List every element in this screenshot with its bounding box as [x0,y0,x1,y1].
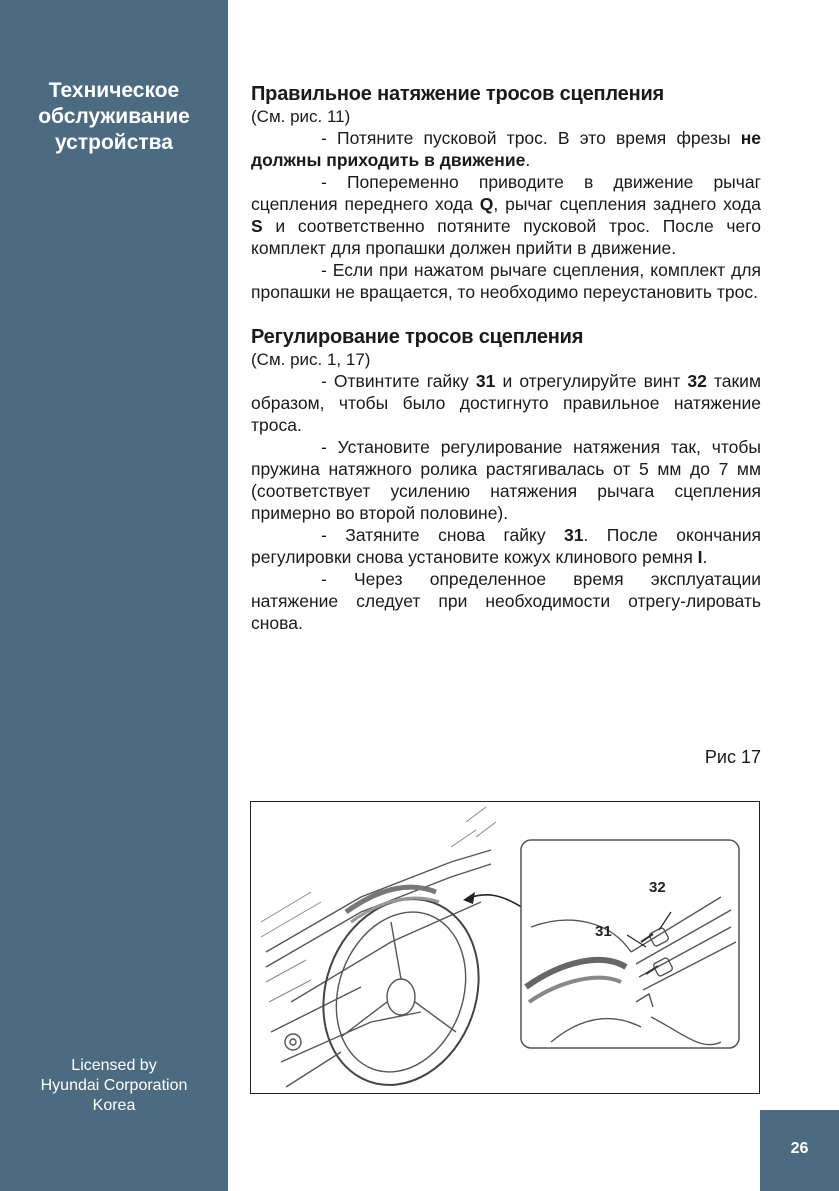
license-line: Korea [92,1097,136,1114]
page-number: 26 [790,1140,809,1157]
paragraph: - Попеременно приводите в движение рычаг сцепления переднего хода Q, рычаг сцепления заднего хода S и соответственно потяните пусковой трос. После чего комплект для пропашки должен прийти в движение. [251,172,761,258]
paragraph: - Через определенное время эксплуатации натяжение следует при необходимости отрегу-лировать снова. [251,569,761,633]
section-title-line: обслуживание [38,105,190,128]
license-line: Hyundai Corporation [40,1077,188,1094]
paragraph: - Установите регулирование натяжения так, чтобы пружина натяжного ролика растягивалась от 5 мм до 7 мм (соответствует усилению натяжения рычага сцепления примерно во второй половине). [251,437,761,523]
license-note [0,1056,228,1116]
paragraph: - Затяните снова гайку 31. После окончания регулировки снова установите кожух клинового ремня I. [251,525,761,567]
figure-caption: Рис 17 [704,747,761,767]
figure-17 [250,801,760,1094]
paragraph: - Потяните пусковой трос. В это время фрезы не должны приходить в движение. [251,128,761,170]
heading-cable-adjustment: Регулирование тросов сцепления [251,326,584,348]
clutch-cable-illustration [251,802,759,1093]
section-title-line: устройства [55,131,173,154]
main-content [251,82,761,634]
figure-reference: (См. рис. 11) [251,107,351,126]
heading-cable-tension: Правильное натяжение тросов сцепления [251,83,665,105]
label-nut-31: 31 [595,923,612,940]
paragraph: - Отвинтите гайку 31 и отрегулируйте винт 32 таким образом, чтобы было достигнуто правильное натяжение троса. [251,371,761,435]
label-screw-32: 32 [649,879,666,896]
figure-reference: (См. рис. 1, 17) [251,350,371,369]
section-title [0,78,228,156]
license-line: Licensed by [71,1057,157,1074]
section-title-line: Техническое [48,79,180,102]
sidebar [0,0,228,1191]
paragraph: - Если при нажатом рычаге сцепления, комплект для пропашки не вращается, то необходимо переустановить трос. [251,260,761,302]
